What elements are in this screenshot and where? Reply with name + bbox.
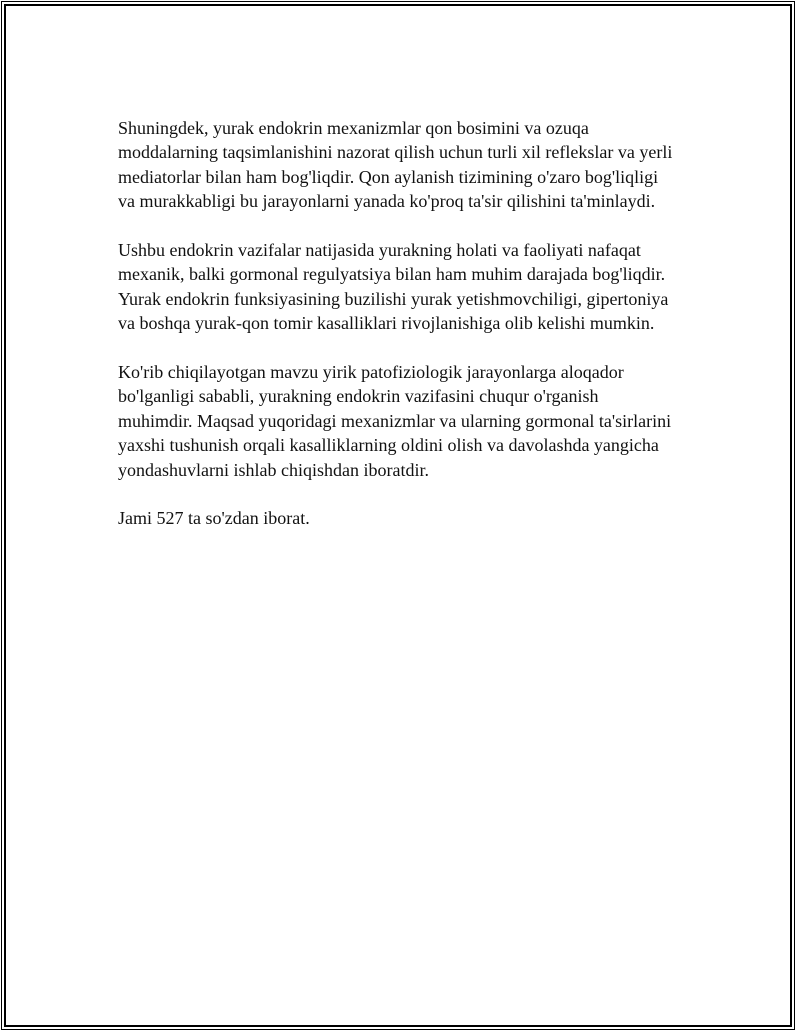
text-line: Ushbu endokrin vazifalar natijasida yurakning holati va faoliyati nafaqat	[118, 240, 641, 261]
paragraph-3	[118, 360, 718, 482]
text-line: bo'lganligi sababli, yurakning endokrin vazifasini chuqur o'rganish	[118, 386, 599, 407]
word-count-note	[118, 506, 718, 530]
text-line: yaxshi tushunish orqali kasalliklarning oldini olish va davolashda yangicha	[118, 435, 659, 456]
text-line: mediatorlar bilan ham bog'liqdir. Qon aylanish tizimining o'zaro bog'liqligi	[118, 166, 659, 187]
text-line: muhimdir. Maqsad yuqoridagi mexanizmlar va ularning gormonal ta'sirlarini	[118, 410, 672, 431]
text-line: Ko'rib chiqilayotgan mavzu yirik patofiziologik jarayonlarga aloqador	[118, 362, 624, 383]
text-line: Jami 527 ta so'zdan iborat.	[118, 508, 310, 529]
text-line: va boshqa yurak-qon tomir kasalliklari rivojlanishiga olib kelishi mumkin.	[118, 313, 655, 334]
document-body	[118, 116, 718, 531]
text-line: mexanik, balki gormonal regulyatsiya bilan ham muhim darajada bog'liqdir.	[118, 264, 666, 285]
paragraph-2	[118, 238, 718, 336]
text-line: Shuningdek, yurak endokrin mexanizmlar qon bosimini va ozuqa	[118, 118, 589, 138]
text-line: yondashuvlarni ishlab chiqishdan iboratdir.	[118, 459, 429, 480]
text-line: moddalarning taqsimlanishini nazorat qilish uchun turli xil reflekslar va yerli	[118, 142, 673, 163]
text-line: va murakkabligi bu jarayonlarni yanada ko'proq ta'sir qilishini ta'minlaydi.	[118, 191, 656, 212]
paragraph-1	[118, 116, 718, 214]
text-line: Yurak endokrin funksiyasining buzilishi yurak yetishmovchiligi, gipertoniya	[118, 288, 669, 309]
